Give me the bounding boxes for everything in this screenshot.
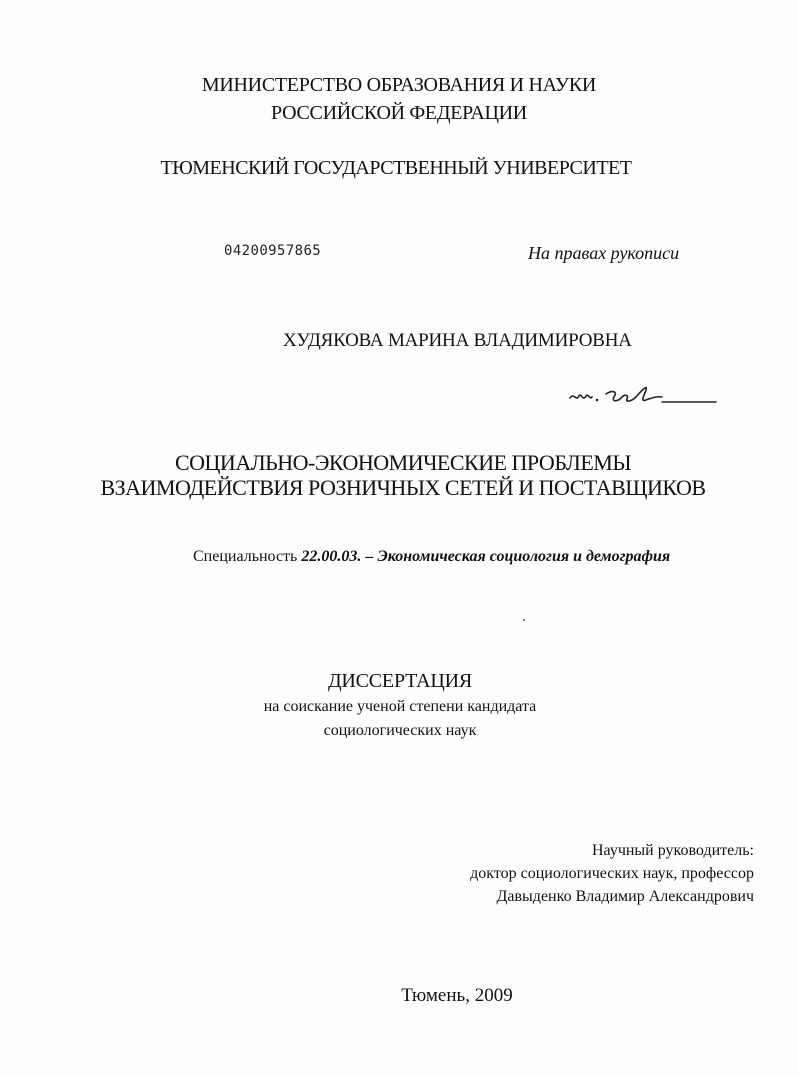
degree-line: на соискание ученой степени кандидата: [263, 698, 537, 715]
dissertation-title-line-2: ВЗАИМОДЕЙСТВИЯ РОЗНИЧНЫХ СЕТЕЙ И ПОСТАВЩИКОВ: [100, 475, 706, 500]
ministry-heading: МИНИСТЕРСТВО ОБРАЗОВАНИЯ И НАУКИ: [201, 74, 597, 96]
country-heading: РОССИЙСКОЙ ФЕДЕРАЦИИ: [271, 102, 527, 124]
rights-note: На правах рукописи: [528, 243, 680, 263]
university-heading: ТЮМЕНСКИЙ ГОСУДАРСТВЕННЫЙ УНИВЕРСИТЕТ: [160, 157, 632, 179]
field-line: социологических наук: [323, 722, 477, 739]
supervisor-label: Научный руководитель:: [591, 842, 754, 859]
specialty-name: – Экономическая социология и демография: [361, 548, 671, 565]
supervisor-credentials: доктор социологических наук, профессор: [470, 865, 754, 882]
city-year: Тюмень, 2009: [401, 985, 513, 1006]
dissertation-title-line-1: СОЦИАЛЬНО-ЭКОНОМИЧЕСКИЕ ПРОБЛЕМЫ: [174, 450, 632, 475]
scan-speck: [523, 619, 525, 621]
document-code: 04200957865: [224, 243, 322, 259]
handwritten-signature: [566, 380, 726, 410]
author-name: ХУДЯКОВА МАРИНА ВЛАДИМИРОВНА: [283, 330, 632, 351]
supervisor-block: [470, 839, 754, 908]
supervisor-name: Давыденко Владимир Александрович: [496, 888, 754, 905]
specialty-code: 22.00.03.: [301, 548, 362, 565]
dissertation-heading: ДИССЕРТАЦИЯ: [327, 670, 473, 692]
specialty-line: [193, 548, 670, 566]
specialty-label: Специальность: [193, 548, 302, 565]
